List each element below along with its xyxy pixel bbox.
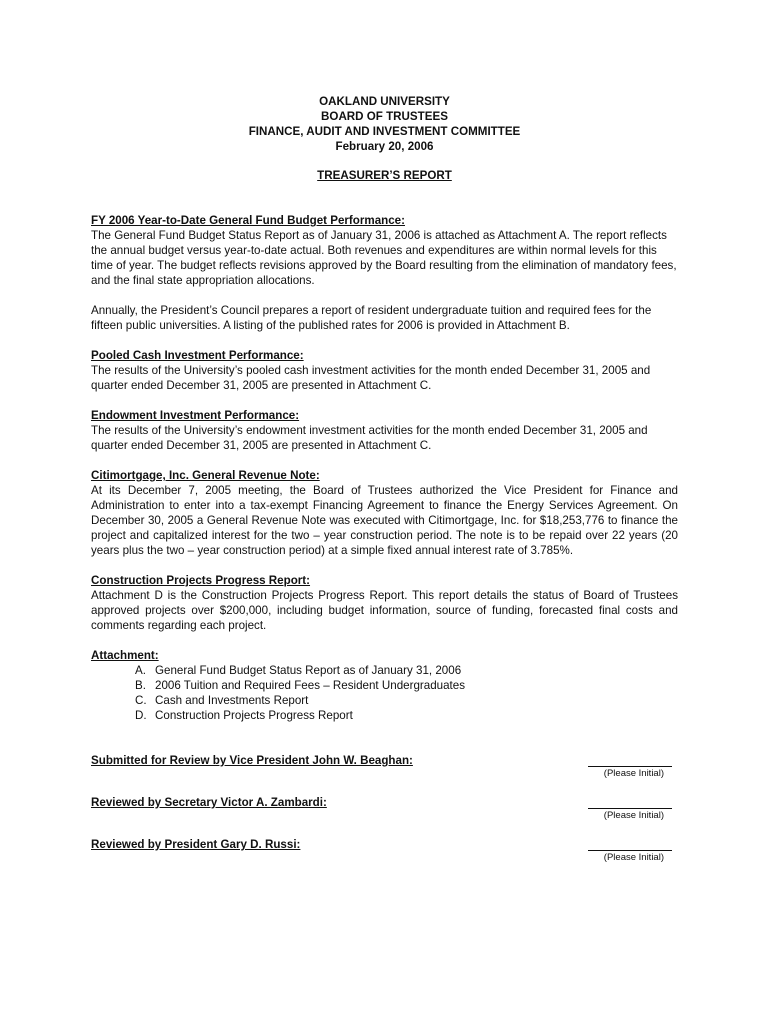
attachment-item: [135, 678, 678, 693]
attachment-letter: B.: [135, 679, 146, 692]
attachment-letter: C.: [135, 694, 147, 707]
attachment-list: [91, 663, 678, 723]
initial-caption: (Please Initial): [603, 852, 664, 863]
attachment-item: [135, 663, 678, 678]
committee-name: FINANCE, AUDIT AND INVESTMENT COMMITTEE: [248, 125, 521, 138]
section-heading: FY 2006 Year-to-Date General Fund Budget Performance:: [91, 214, 405, 227]
section-body: Attachment D is the Construction Projects Progress Report. This report details the status of Board of Trustees approved projects over $200,000, including budget information, source of funding, forecasted final costs and comments regarding each project.: [91, 589, 678, 632]
section-body: Annually, the President’s Council prepares a report of resident undergraduate tuition and required fees for the fifteen public universities. A listing of the published rates for 2006 is provided in Attachment B.: [91, 304, 652, 332]
section-body: At its December 7, 2005 meeting, the Board of Trustees authorized the Vice President for Finance and Administration to enter into a tax-exempt Financing Agreement to finance the Energy Services Agreement. On December 30, 2005 a General Revenue Note was executed with Citimortgage, Inc. for $18,253,776 to finance the project and capitalized interest for the two – year construction period. The note is to be repaid over 22 years (20 years plus the two – year construction period) at a simple fixed annual interest rate of 3.785%.: [91, 484, 678, 557]
signature-row-vice-president: [91, 753, 678, 795]
board-name: BOARD OF TRUSTEES: [321, 110, 448, 123]
section-general-fund: [91, 213, 678, 333]
section-heading: Construction Projects Progress Report:: [91, 574, 311, 587]
report-title: TREASURER’S REPORT: [317, 169, 452, 182]
section-body: The results of the University’s pooled cash investment activities for the month ended December 31, 2005 and quarter ended December 31, 2005 are presented in Attachment C.: [91, 364, 651, 392]
signature-row-secretary: [91, 795, 678, 837]
attachment-item: [135, 708, 678, 723]
signature-block: [91, 753, 678, 879]
signature-label: Reviewed by President Gary D. Russi:: [91, 838, 301, 851]
signature-row-president: [91, 837, 678, 879]
section-construction: [91, 573, 678, 633]
university-name: OAKLAND UNIVERSITY: [319, 95, 450, 108]
initial-caption: (Please Initial): [603, 768, 664, 779]
section-endowment: [91, 408, 678, 453]
attachment-letter: D.: [135, 709, 147, 722]
attachment-letter: A.: [135, 664, 146, 677]
section-heading: Endowment Investment Performance:: [91, 409, 300, 422]
section-heading: Citimortgage, Inc. General Revenue Note:: [91, 469, 320, 482]
attachment-text: General Fund Budget Status Report as of January 31, 2006: [155, 664, 462, 677]
document-page: [91, 94, 678, 879]
document-header: [91, 94, 678, 154]
attachment-item: [135, 693, 678, 708]
meeting-date: February 20, 2006: [335, 140, 434, 153]
initial-line: [588, 808, 672, 809]
signature-label: Submitted for Review by Vice President John W. Beaghan:: [91, 754, 413, 767]
section-citimortgage: [91, 468, 678, 558]
signature-label: Reviewed by Secretary Victor A. Zambardi:: [91, 796, 327, 809]
attachment-text: Construction Projects Progress Report: [155, 709, 353, 722]
initial-caption: (Please Initial): [603, 810, 664, 821]
section-body: The results of the University’s endowment investment activities for the month ended December 31, 2005 and quarter ended December 31, 2005 are presented in Attachment C.: [91, 424, 648, 452]
section-pooled-cash: [91, 348, 678, 393]
initial-line: [588, 850, 672, 851]
attachment-text: Cash and Investments Report: [155, 694, 309, 707]
section-attachments: [91, 648, 678, 723]
section-heading: Pooled Cash Investment Performance:: [91, 349, 304, 362]
section-body: The General Fund Budget Status Report as of January 31, 2006 is attached as Attachment A. The report reflects the annual budget versus year-to-date actual. Both revenues and expenditures are within normal levels for this time of year. The budget reflects revisions approved by the Board resulting from the elimination of mandatory fees, and the final state appropriation allocations.: [91, 229, 677, 287]
attachment-text: 2006 Tuition and Required Fees – Resident Undergraduates: [155, 679, 466, 692]
attachments-heading: Attachment:: [91, 649, 159, 662]
initial-line: [588, 766, 672, 767]
